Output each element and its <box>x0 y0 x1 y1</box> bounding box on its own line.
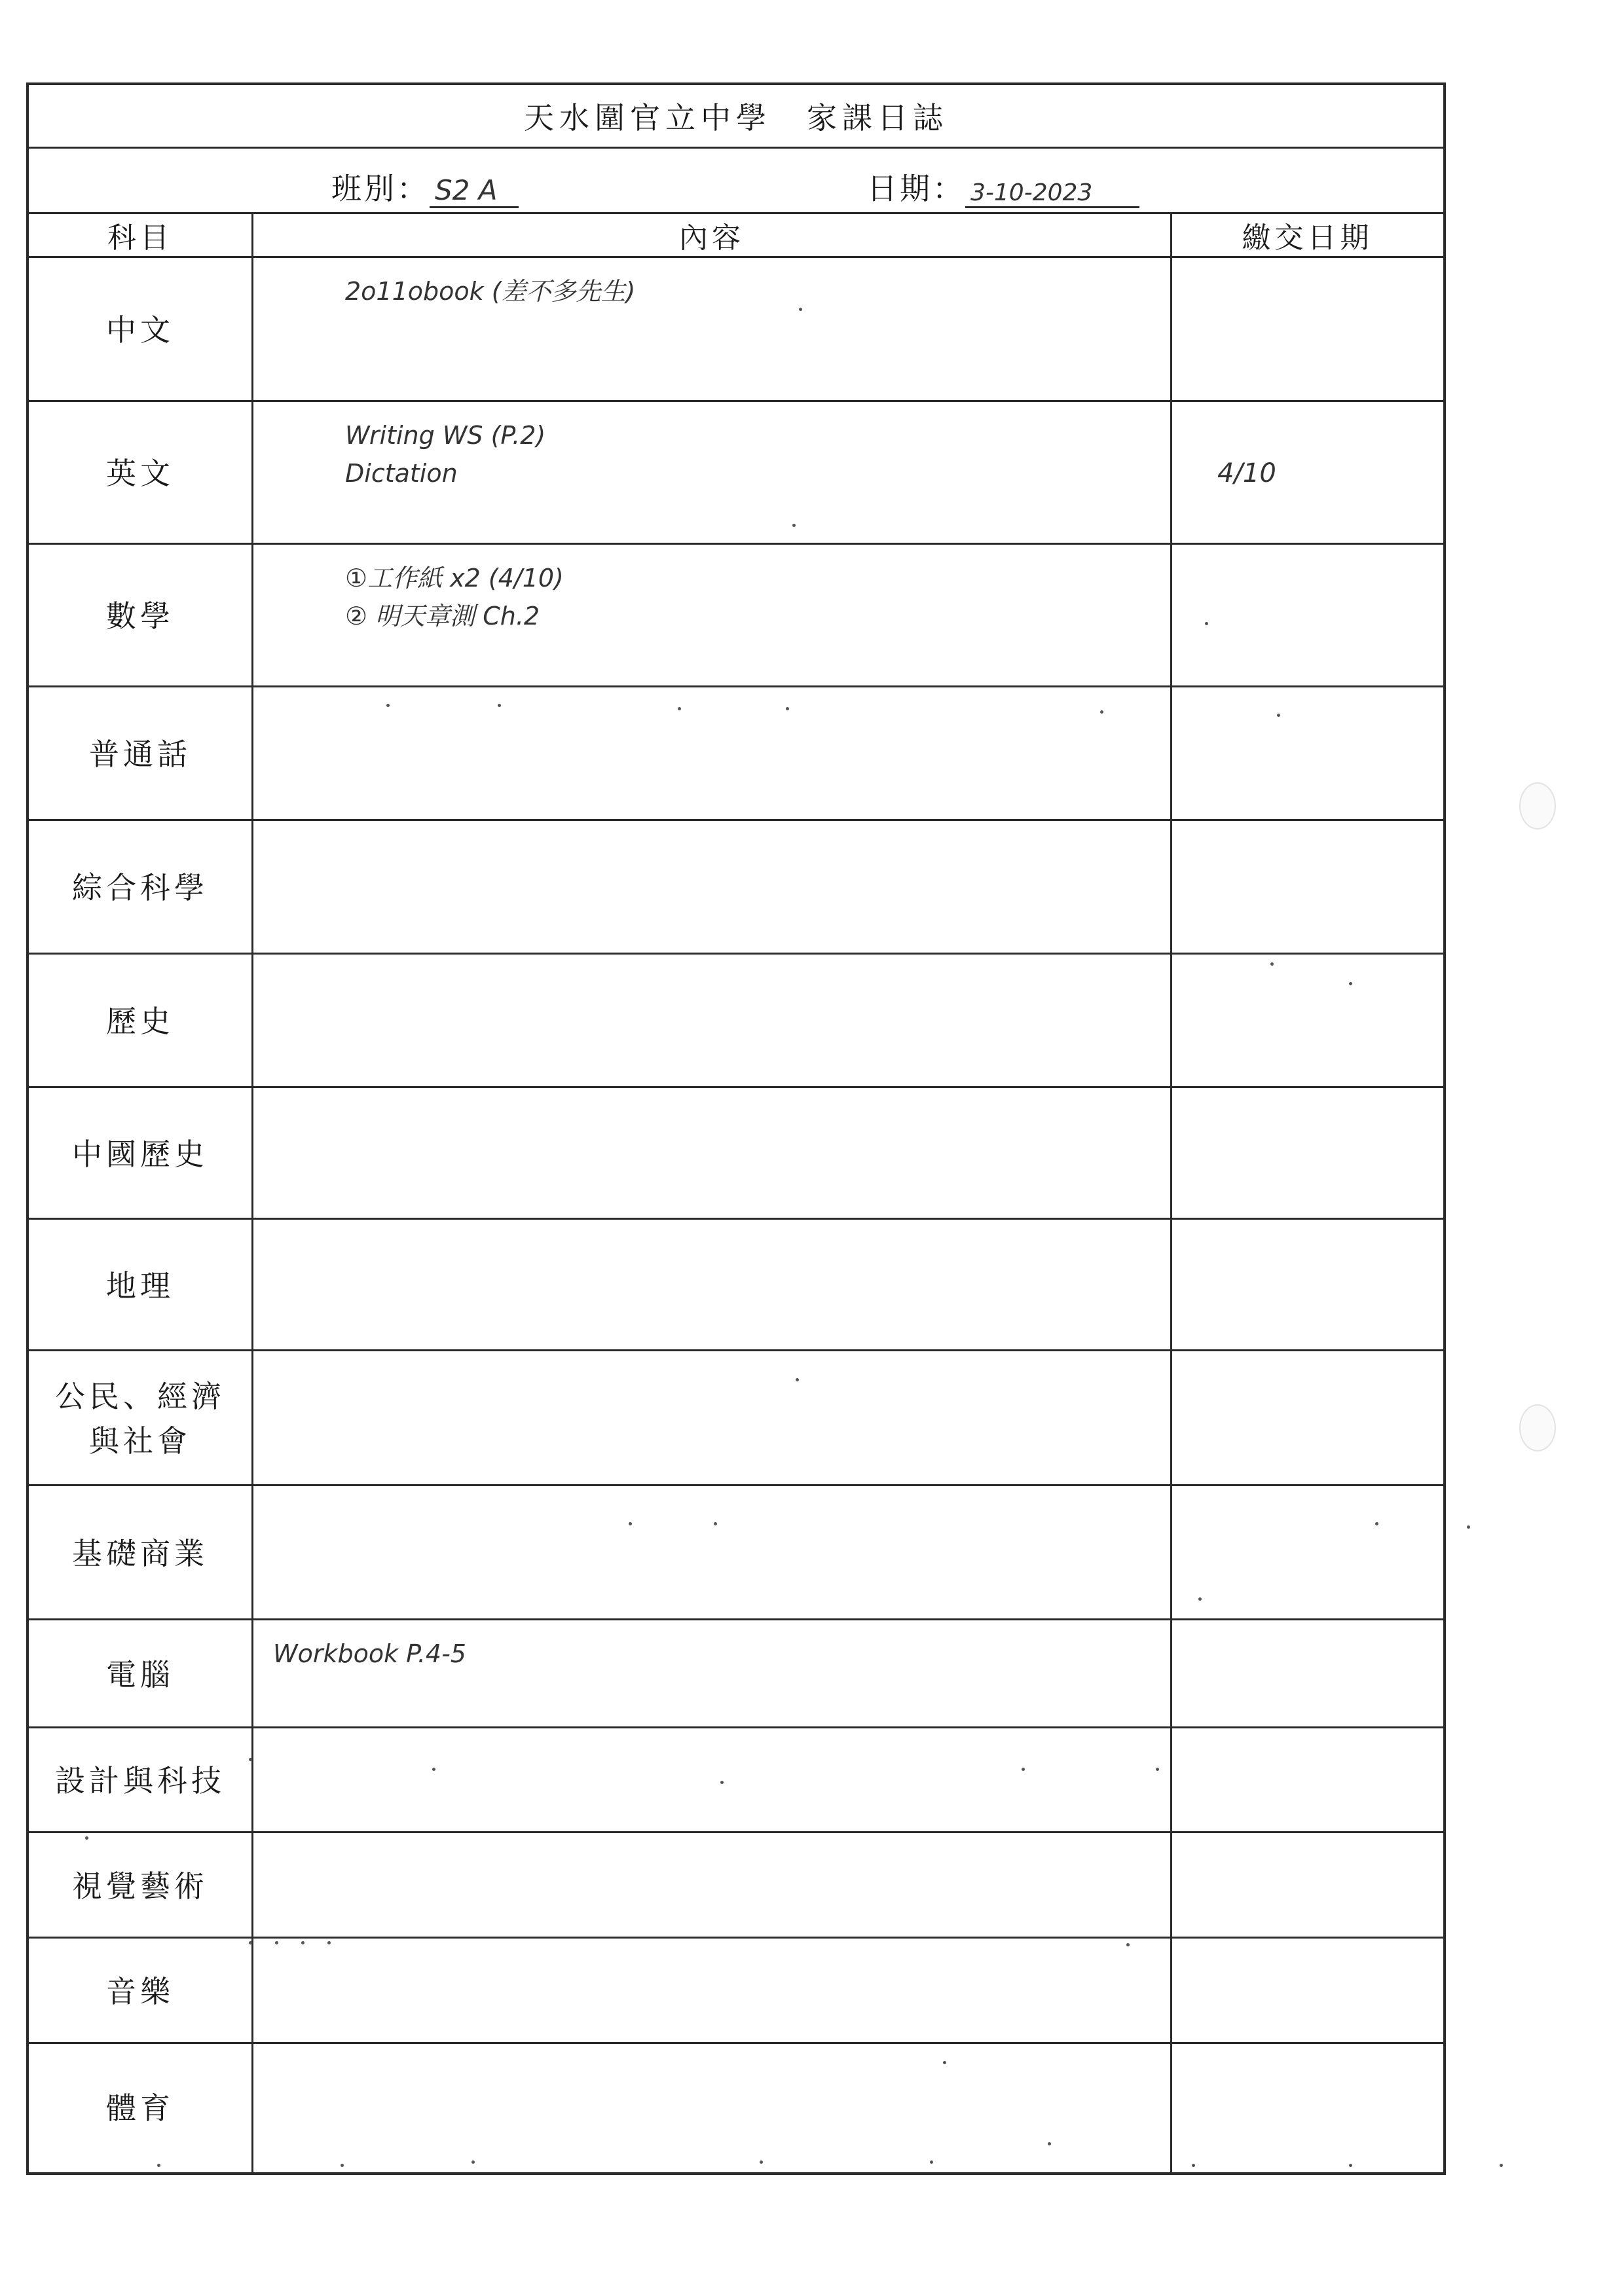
subject-cell <box>29 1351 251 1486</box>
subject-label: 體育 <box>106 2090 174 2126</box>
homework-entry: ①工作紙 x2 (4/10) <box>345 564 564 592</box>
subject-column-header: 科目 <box>107 221 173 255</box>
scan-speck <box>1156 1768 1159 1771</box>
subject-cell <box>29 1486 251 1620</box>
subject-cell <box>29 821 251 955</box>
content-cell <box>253 545 1170 687</box>
scan-speck <box>1375 1522 1378 1525</box>
subject-label: 音樂 <box>106 1973 174 2009</box>
subject-label: 數學 <box>106 598 174 634</box>
subject-label: 綜合科學 <box>72 870 208 905</box>
content-cell <box>253 1620 1170 1728</box>
scan-speck <box>1467 1525 1470 1529</box>
subject-cell <box>29 1220 251 1351</box>
scan-speck <box>1192 2164 1195 2167</box>
subject-cell <box>29 1939 251 2044</box>
class-field <box>331 165 519 208</box>
content-column-header: 內容 <box>679 221 745 255</box>
due-date-cell <box>1172 402 1443 545</box>
subject-label: 普通話 <box>89 737 191 772</box>
punch-hole-top <box>1519 782 1556 829</box>
due-date-cell <box>1172 1220 1443 1351</box>
class-value: S2 A <box>430 174 519 208</box>
scan-speck <box>275 1941 278 1944</box>
subject-label: 中文 <box>106 312 174 348</box>
due-date-cell <box>1172 545 1443 687</box>
due-date-cell <box>1172 1833 1443 1939</box>
scan-speck <box>432 1768 435 1771</box>
scan-speck <box>786 707 789 710</box>
content-cell <box>253 1351 1170 1486</box>
due-date-cell <box>1172 1939 1443 2044</box>
due-date-cell <box>1172 1088 1443 1220</box>
scan-speck <box>249 1758 252 1761</box>
subject-label-line: 公民、經濟 <box>55 1379 225 1414</box>
class-label: 班別： <box>331 171 430 206</box>
scan-speck <box>760 2160 763 2164</box>
scan-speck <box>1022 1768 1025 1771</box>
subject-label: 設計與科技 <box>55 1763 225 1798</box>
due-date-value: 4/10 <box>1217 458 1276 488</box>
content-cell <box>253 1220 1170 1351</box>
homework-diary-sheet <box>26 82 1446 2175</box>
content-cell <box>253 1833 1170 1939</box>
scan-speck <box>943 2061 946 2064</box>
scan-speck <box>1198 1597 1202 1601</box>
content-cell <box>253 1939 1170 2044</box>
scan-speck <box>678 707 681 710</box>
due-column-header: 繳交日期 <box>1242 221 1373 255</box>
subject-label: 視覺藝術 <box>72 1868 208 1904</box>
scan-speck <box>1500 2164 1503 2167</box>
scan-speck <box>720 1781 724 1784</box>
homework-entry: Dictation <box>345 459 458 488</box>
homework-entry: ② 明天章測 Ch.2 <box>345 602 540 630</box>
scan-speck <box>799 308 802 311</box>
scan-speck <box>1349 982 1352 985</box>
scan-speck <box>498 704 501 707</box>
subject-cell <box>29 1728 251 1833</box>
due-date-cell <box>1172 821 1443 955</box>
diary-title-text: 天水圍官立中學 家課日誌 <box>524 100 948 136</box>
punch-hole-bottom <box>1519 1404 1556 1451</box>
content-cell <box>253 258 1170 402</box>
homework-entry: Writing WS (P.2) <box>345 421 546 450</box>
scan-speck <box>930 2160 933 2164</box>
due-date-cell <box>1172 955 1443 1088</box>
date-label: 日期： <box>867 171 965 206</box>
scan-speck <box>1270 962 1274 966</box>
column-header-row <box>29 212 1443 258</box>
content-cell <box>253 821 1170 955</box>
due-date-cell <box>1172 1486 1443 1620</box>
due-date-cell <box>1172 687 1443 821</box>
subject-cell <box>29 1833 251 1939</box>
content-cell <box>253 2044 1170 2172</box>
subject-label: 電腦 <box>106 1656 174 1692</box>
due-date-cell <box>1172 2044 1443 2172</box>
content-cell <box>253 687 1170 821</box>
info-row <box>29 147 1443 214</box>
subject-cell <box>29 687 251 821</box>
scan-speck <box>85 1836 88 1840</box>
scan-speck <box>714 1522 717 1525</box>
scan-speck <box>1349 2164 1352 2167</box>
date-value: 3-10-2023 <box>965 179 1139 208</box>
due-date-cell <box>1172 1728 1443 1833</box>
homework-entry: Workbook P.4-5 <box>273 1639 466 1668</box>
scan-speck <box>1100 710 1103 714</box>
content-cell <box>253 955 1170 1088</box>
due-date-cell <box>1172 258 1443 402</box>
due-date-cell <box>1172 1351 1443 1486</box>
scan-speck <box>792 524 796 527</box>
scan-speck <box>327 1941 331 1944</box>
date-field <box>867 165 1139 208</box>
subject-label: 中國歷史 <box>72 1136 208 1172</box>
scan-speck <box>249 1941 252 1944</box>
subject-label-line: 與社會 <box>89 1423 191 1459</box>
scan-speck <box>629 1522 632 1525</box>
scan-speck <box>471 2160 475 2164</box>
homework-entry: 2o11obook (差不多先生) <box>345 277 636 306</box>
subject-cell <box>29 545 251 687</box>
scan-speck <box>1048 2142 1051 2145</box>
scan-speck <box>796 1378 799 1381</box>
scan-speck <box>1277 714 1280 717</box>
due-date-cell <box>1172 1620 1443 1728</box>
subject-label: 歷史 <box>106 1004 174 1039</box>
subject-label: 基礎商業 <box>72 1535 208 1571</box>
scan-speck <box>157 2164 160 2167</box>
subject-cell <box>29 955 251 1088</box>
content-cell <box>253 1088 1170 1220</box>
subject-cell <box>29 1088 251 1220</box>
scan-speck <box>1126 1943 1130 1946</box>
subject-cell <box>29 402 251 545</box>
subject-cell <box>29 1620 251 1728</box>
scan-speck <box>301 1941 304 1944</box>
content-cell <box>253 1728 1170 1833</box>
scan-speck <box>341 2164 344 2167</box>
diary-title <box>29 85 1443 149</box>
content-cell <box>253 402 1170 545</box>
subject-label: 地理 <box>106 1267 174 1303</box>
subject-label: 英文 <box>106 456 174 491</box>
scan-speck <box>386 704 390 707</box>
subject-cell <box>29 2044 251 2172</box>
scan-speck <box>1205 622 1208 625</box>
content-cell <box>253 1486 1170 1620</box>
subject-cell <box>29 258 251 402</box>
